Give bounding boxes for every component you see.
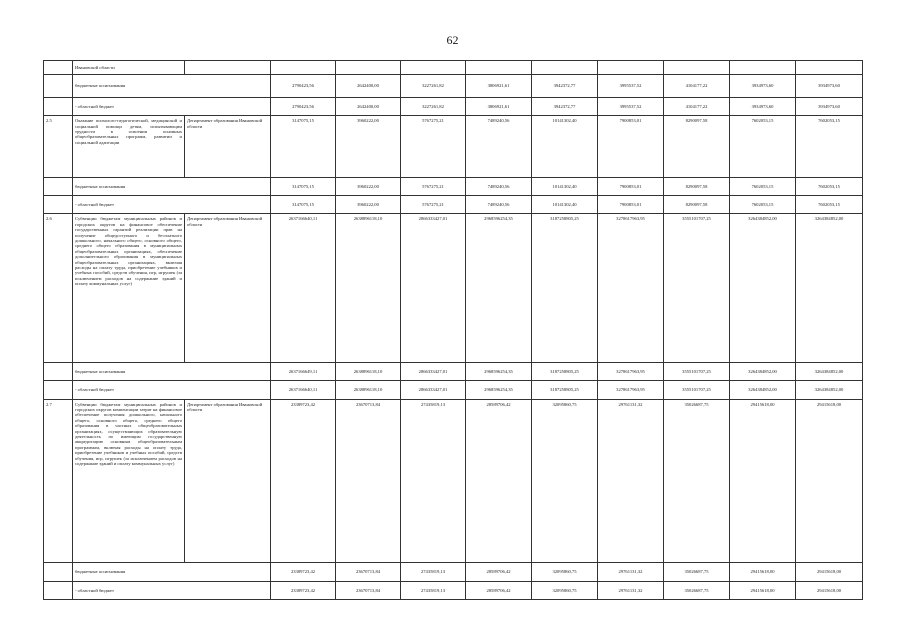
value-cell <box>532 61 598 75</box>
row-label: Ивановской области <box>73 61 185 75</box>
value-cell: 23670713,84 <box>336 581 401 599</box>
value-cell: 23670713,84 <box>336 563 401 581</box>
value-cell: 3187258805,25 <box>532 214 598 362</box>
row-num-cell <box>44 581 73 599</box>
row-label: - областной бюджет <box>73 381 271 399</box>
value-cell: 3934973,60 <box>796 97 863 115</box>
value-cell: 29761131,32 <box>598 563 664 581</box>
value-cell: 3264384852,00 <box>796 214 863 362</box>
section-description: Оказание психолого-педагогической, медицинской и социальной помощи детям, испытывающим трудности в освоении основных общеобразовательных программ, развитии и социальной адаптации <box>73 116 185 177</box>
value-cell: 8290097,58 <box>664 177 730 195</box>
value-cell: 8290097,58 <box>664 116 730 177</box>
value-cell: 5767275,21 <box>401 195 466 213</box>
value-cell: 3942372,77 <box>532 75 598 98</box>
value-cell: 3147075,15 <box>271 116 336 177</box>
row-num-cell <box>44 177 73 195</box>
value-cell: 7602053,15 <box>796 116 863 177</box>
value-cell: 29415618,00 <box>730 581 796 599</box>
section-number: 2.5 <box>44 116 73 177</box>
value-cell: 3555101707,25 <box>664 381 730 399</box>
section-number: 2.6 <box>44 214 73 362</box>
value-cell: 3227261,82 <box>401 75 466 98</box>
value-cell: 7602053,15 <box>730 116 796 177</box>
value-cell <box>401 61 466 75</box>
value-cell: 2638896118,10 <box>336 214 401 362</box>
value-cell: 23389723,42 <box>271 563 336 581</box>
value-cell: 7900853,01 <box>598 116 664 177</box>
budget-row <box>44 75 863 98</box>
budget-row <box>44 563 863 581</box>
section-description: Субвенции бюджетам муниципальных районов и городских округов компенсации затрат на финансовое обеспечение получения дошкольного, начального общего, основного общего, среднего общего образования в частных общеобразовательных организациях, осуществляющих образовательную деятельность по имеющим государственную аккредитацию основным общеобразовательным программам, включая расходы на оплату труда, приобретение учебников и учебных пособий, средств обучения, игр, игрушек (за исключением расходов на содержание зданий и оплату коммунальных услуг) <box>73 399 185 563</box>
value-cell: 5767275,21 <box>401 177 466 195</box>
value-cell: 7602053,15 <box>730 177 796 195</box>
value-cell <box>730 61 796 75</box>
value-cell: 3995537,52 <box>598 75 664 98</box>
value-cell: 29761131,32 <box>598 581 664 599</box>
value-cell: 32095860,75 <box>532 581 598 599</box>
budget-row <box>44 581 863 599</box>
value-cell <box>336 61 401 75</box>
value-cell: 27435819,13 <box>401 581 466 599</box>
value-cell: 3278617963,95 <box>598 362 664 380</box>
value-cell: 7602053,15 <box>796 195 863 213</box>
value-cell: 3960222,00 <box>336 195 401 213</box>
value-cell: 23670713,84 <box>336 399 401 563</box>
value-cell: 2638896118,10 <box>336 381 401 399</box>
value-cell: 27435819,13 <box>401 563 466 581</box>
value-cell <box>598 61 664 75</box>
row-num-cell <box>44 381 73 399</box>
budget-row <box>44 195 863 213</box>
value-cell: 4104177,22 <box>664 75 730 98</box>
section-executor: Департамент образования Ивановской области <box>185 399 271 563</box>
value-cell: 29415618,00 <box>730 399 796 563</box>
value-cell: 29415618,00 <box>796 581 863 599</box>
value-cell: 3187258805,25 <box>532 362 598 380</box>
value-cell: 35026687,75 <box>664 563 730 581</box>
value-cell: 3147075,15 <box>271 177 336 195</box>
value-cell: 2790423,56 <box>271 97 336 115</box>
value-cell: 3264384852,00 <box>730 214 796 362</box>
page-number: 62 <box>446 33 459 47</box>
section-row <box>44 214 863 362</box>
continuation-row <box>44 61 863 75</box>
value-cell: 23389723,42 <box>271 399 336 563</box>
value-cell: 3264384852,00 <box>796 362 863 380</box>
value-cell: 2790423,56 <box>271 75 336 98</box>
value-cell: 28589706,42 <box>466 581 532 599</box>
row-num-cell <box>44 75 73 98</box>
value-cell: 2637166640,11 <box>271 214 336 362</box>
value-cell: 3264384852,00 <box>796 381 863 399</box>
value-cell: 7602053,15 <box>796 177 863 195</box>
value-cell: 10141302,40 <box>532 195 598 213</box>
value-cell: 2968596254,35 <box>466 214 532 362</box>
value-cell: 29415618,00 <box>796 563 863 581</box>
value-cell <box>271 61 336 75</box>
row-num-cell <box>44 61 73 75</box>
value-cell: 28589706,42 <box>466 563 532 581</box>
row-num-cell <box>44 195 73 213</box>
value-cell: 3934973,60 <box>730 97 796 115</box>
row-label: бюджетные ассигнования <box>73 75 271 98</box>
value-cell: 2642400,00 <box>336 75 401 98</box>
row-label: - областной бюджет <box>73 581 271 599</box>
section-row <box>44 399 863 563</box>
value-cell: 7900853,01 <box>598 177 664 195</box>
value-cell: 3806921,61 <box>466 75 532 98</box>
value-cell: 29415618,00 <box>796 399 863 563</box>
row-label: бюджетные ассигнования <box>73 563 271 581</box>
row-label: - областной бюджет <box>73 97 271 115</box>
value-cell: 32095860,75 <box>532 563 598 581</box>
budget-row <box>44 381 863 399</box>
value-cell: 3278617963,95 <box>598 214 664 362</box>
value-cell: 3264384852,00 <box>730 381 796 399</box>
section-executor: Департамент образования Ивановской области <box>185 214 271 362</box>
budget-row <box>44 362 863 380</box>
value-cell: 8290097,58 <box>664 195 730 213</box>
value-cell: 32095860,75 <box>532 399 598 563</box>
value-cell: 3960222,00 <box>336 177 401 195</box>
value-cell: 10141302,40 <box>532 116 598 177</box>
row-label: - областной бюджет <box>73 195 271 213</box>
executor-cell <box>185 61 271 75</box>
row-label: бюджетные ассигнования <box>73 177 271 195</box>
value-cell: 3806921,61 <box>466 97 532 115</box>
budget-row <box>44 177 863 195</box>
value-cell: 2637166649,11 <box>271 362 336 380</box>
value-cell: 27435819,13 <box>401 399 466 563</box>
value-cell: 7602053,15 <box>730 195 796 213</box>
value-cell: 3264384852,00 <box>730 362 796 380</box>
value-cell: 35026687,75 <box>664 581 730 599</box>
value-cell: 2968596254,35 <box>466 362 532 380</box>
value-cell: 28589706,42 <box>466 399 532 563</box>
value-cell: 3934973,60 <box>796 75 863 98</box>
row-num-cell <box>44 563 73 581</box>
value-cell: 2866333427,01 <box>401 214 466 362</box>
value-cell: 3555101707,25 <box>664 214 730 362</box>
value-cell <box>796 61 863 75</box>
value-cell: 29761131,32 <box>598 399 664 563</box>
section-number: 2.7 <box>44 399 73 563</box>
value-cell: 3147075,15 <box>271 195 336 213</box>
value-cell: 2637166640,11 <box>271 381 336 399</box>
value-cell: 4104177,22 <box>664 97 730 115</box>
value-cell: 3227261,82 <box>401 97 466 115</box>
value-cell: 2968596254,35 <box>466 381 532 399</box>
row-num-cell <box>44 97 73 115</box>
section-description: Субвенции бюджетам муниципальных районов и городских округов на финансовое обеспечение государственных гарантий реализации прав на получение общедоступного и бесплатного дошкольного, начального общего, основного общего, среднего общего образования в муниципальных общеобразовательных организациях, обеспечение дополнительного образования в муниципальных общеобразовательных организациях, включая расходы на оплату труда, приобретение учебников и учебных пособий, средств обучения, игр, игрушек (за исключением расходов на содержание зданий и оплату коммунальных услуг) <box>73 214 185 362</box>
value-cell: 7489240,56 <box>466 177 532 195</box>
value-cell: 3555101707,25 <box>664 362 730 380</box>
value-cell: 29415618,00 <box>730 563 796 581</box>
section-executor: Департамент образования Ивановской области <box>185 116 271 177</box>
value-cell: 7900853,01 <box>598 195 664 213</box>
value-cell: 23389723,42 <box>271 581 336 599</box>
value-cell: 2866333427,01 <box>401 381 466 399</box>
value-cell: 10141302,40 <box>532 177 598 195</box>
value-cell <box>664 61 730 75</box>
value-cell: 2866333427,01 <box>401 362 466 380</box>
value-cell: 3942372,77 <box>532 97 598 115</box>
budget-row <box>44 97 863 115</box>
value-cell: 35026687,75 <box>664 399 730 563</box>
row-num-cell <box>44 362 73 380</box>
section-row <box>44 116 863 177</box>
budget-table <box>43 60 863 600</box>
value-cell: 3934973,60 <box>730 75 796 98</box>
value-cell: 3960222,00 <box>336 116 401 177</box>
value-cell: 2642400,00 <box>336 97 401 115</box>
value-cell: 7489240,56 <box>466 195 532 213</box>
row-label: бюджетные ассигнования <box>73 362 271 380</box>
value-cell: 5767275,21 <box>401 116 466 177</box>
value-cell: 7489240,56 <box>466 116 532 177</box>
value-cell: 3187258805,25 <box>532 381 598 399</box>
value-cell <box>466 61 532 75</box>
value-cell: 3278617963,95 <box>598 381 664 399</box>
value-cell: 3995537,52 <box>598 97 664 115</box>
value-cell: 2638896118,10 <box>336 362 401 380</box>
